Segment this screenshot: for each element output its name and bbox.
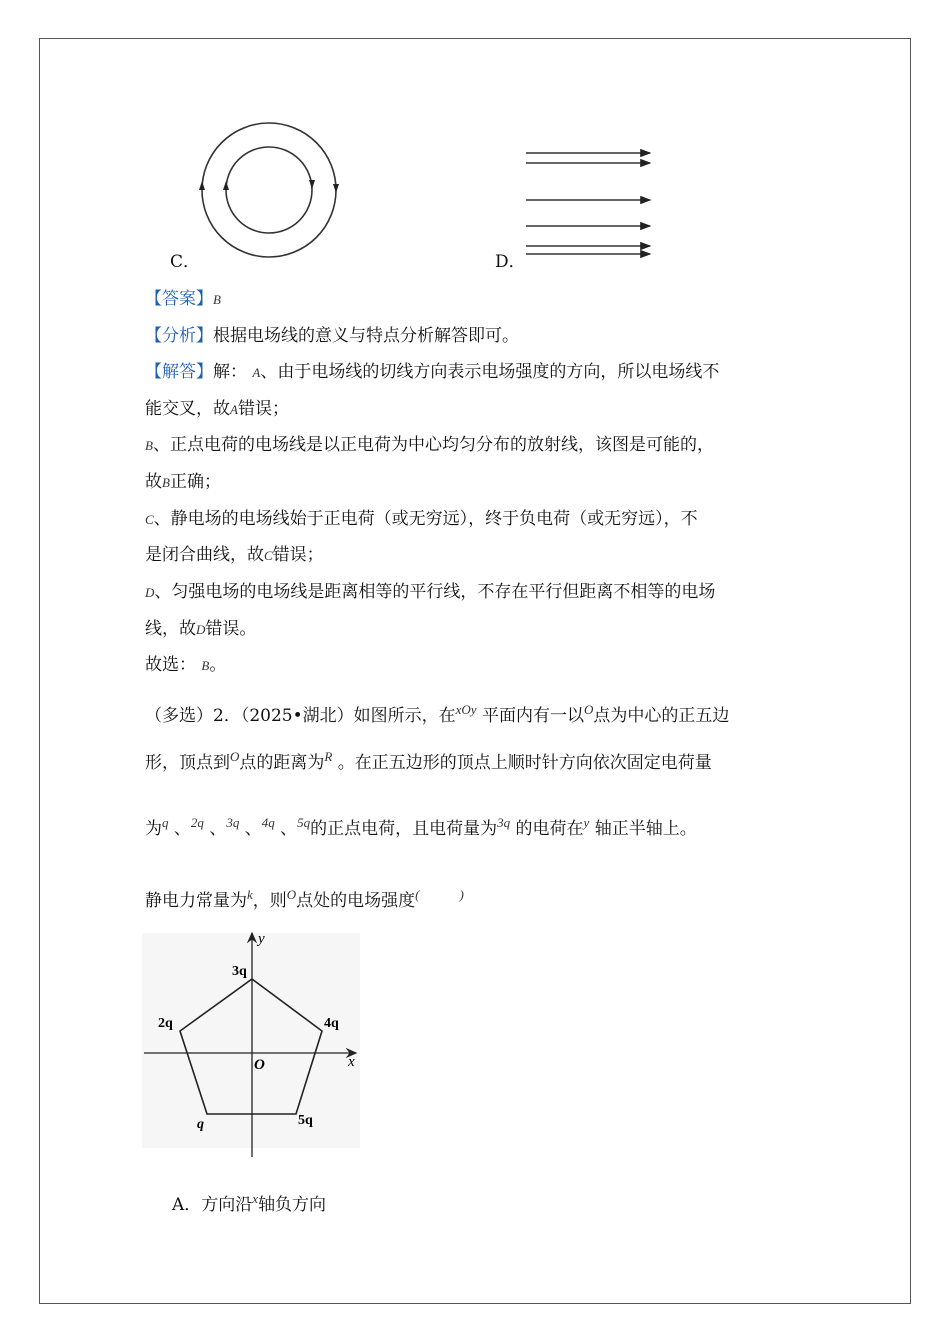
- solution-b-text: 、正点电荷的电场线是以正电荷为中心均匀分布的放射线，该图是可能的，: [152, 435, 714, 455]
- option-c-label: C．: [170, 252, 201, 272]
- question-2-line-2: [145, 749, 712, 775]
- plane-xoy: xOy: [455, 702, 477, 717]
- charge-4q: 4q: [261, 815, 275, 830]
- question-2-line-3: [145, 815, 697, 841]
- vertex-right-charge: 4q: [324, 1016, 339, 1031]
- solution-intro: 解：: [213, 362, 247, 382]
- letter-d: D: [196, 622, 206, 637]
- question-2-text: 为: [145, 819, 162, 839]
- y-axis-label: y: [258, 931, 265, 947]
- separator: 、: [173, 819, 191, 839]
- solution-line-4: [145, 471, 221, 494]
- point-o: O: [230, 749, 240, 764]
- inner-right-arrowhead: [309, 180, 315, 189]
- solution-c-verdict: 错误；: [272, 545, 324, 565]
- letter-a: A: [252, 365, 261, 380]
- figure-d-parallel-lines: [520, 145, 660, 265]
- question-2-text: 的电荷在: [515, 819, 584, 839]
- question-2-text: 。在正五边形的顶点上顺时针方向依次固定电荷量: [337, 753, 712, 773]
- analysis-text: 根据电场线的意义与特点分析解答即可。: [213, 326, 519, 346]
- separator: 、: [209, 819, 227, 839]
- point-o: O: [583, 702, 594, 717]
- solution-line-5: [145, 508, 698, 531]
- vertex-bottom-right-charge: 5q: [298, 1113, 313, 1128]
- question-2-text: 平面内有一以: [481, 706, 584, 726]
- solution-a-verdict: 错误；: [237, 399, 289, 419]
- solution-line-6: [145, 544, 324, 567]
- choice-prefix: 故选：: [145, 655, 196, 675]
- solution-choice: [145, 654, 226, 677]
- charge-5q: 5q: [297, 815, 311, 830]
- solution-tag: 【解答】: [145, 362, 213, 382]
- charge-3q: 3q: [226, 815, 240, 830]
- letter-c: C: [264, 548, 273, 563]
- letter-c: C: [145, 512, 154, 527]
- question-2-line-4: [145, 887, 464, 913]
- question-2-text: 点处的电场强度: [296, 891, 416, 911]
- option-d-label: D．: [495, 252, 526, 272]
- option-a-text: 轴负方向: [258, 1195, 327, 1215]
- answer-value: B: [213, 292, 221, 307]
- constant-k: k: [247, 887, 253, 902]
- origin-label: O: [254, 1057, 265, 1073]
- outer-left-arrowhead: [199, 181, 205, 190]
- charge-3q: 3q: [497, 815, 511, 830]
- radius-r: R: [324, 749, 333, 764]
- question-2-text: 形，顶点到: [145, 753, 230, 773]
- letter-b: B: [162, 475, 170, 490]
- solution-a-text: 、由于电场线的切线方向表示电场强度的方向，所以电场线不: [260, 362, 720, 382]
- solution-line-8: [145, 618, 256, 641]
- answer-tag: 【答案】: [145, 289, 213, 309]
- solution-d-verdict: 错误。: [205, 619, 257, 639]
- letter-d: D: [145, 585, 155, 600]
- charge-q: q: [162, 815, 169, 830]
- solution-line-3: [145, 434, 714, 457]
- solution-d-text: 、匀强电场的电场线是距离相等的平行线，不存在平行但距离不相等的电场: [154, 582, 716, 602]
- solution-b-verdict: 正确；: [169, 472, 221, 492]
- solution-a-text-2: 能交叉，故: [145, 399, 230, 419]
- x-axis-label: x: [348, 1054, 355, 1070]
- question-2-text: ，则: [252, 891, 287, 911]
- option-a-label: A．方向沿: [172, 1195, 253, 1215]
- solution-d-text-2: 线，故: [145, 619, 196, 639]
- solution-line-2: [145, 398, 289, 421]
- axis-y: y: [583, 815, 590, 830]
- blank-paren-open: (: [415, 887, 420, 902]
- question-2-line-1: [145, 702, 730, 728]
- inner-left-arrowhead: [223, 181, 229, 190]
- separator: 、: [280, 819, 298, 839]
- letter-a: A: [230, 402, 238, 417]
- question-2-text: 的正点电荷，且电荷量为: [310, 819, 498, 839]
- letter-b: B: [145, 438, 153, 453]
- question-2-text: 轴正半轴上。: [594, 819, 697, 839]
- analysis-tag: 【分析】: [145, 326, 213, 346]
- separator: 、: [244, 819, 262, 839]
- inner-field-circle: [226, 147, 312, 233]
- analysis-line: [145, 325, 519, 347]
- pentagon-charge-figure: [140, 925, 370, 1165]
- solution-b-text-2: 故: [145, 472, 162, 492]
- point-o: O: [286, 887, 297, 902]
- figure-c-concentric-circles: [195, 118, 345, 268]
- vertex-bottom-left-charge: q: [197, 1117, 204, 1132]
- option-a-line: [172, 1191, 327, 1217]
- question-2-text: 点的距离为: [239, 753, 325, 773]
- question-2-text: 静电力常量为: [145, 891, 247, 911]
- axis-x: x: [252, 1191, 259, 1206]
- charge-2q: 2q: [190, 815, 204, 830]
- outer-right-arrowhead: [333, 184, 339, 193]
- solution-line-1: [145, 361, 719, 384]
- solution-c-text: 、静电场的电场线始于正电荷（或无穷远），终于负电荷（或无穷远），不: [153, 509, 698, 529]
- question-2-text: 点为中心的正五边: [593, 706, 730, 726]
- answer-line: [145, 288, 221, 311]
- question-2-intro: （多选）2．（2025•湖北）如图所示，在: [145, 706, 456, 726]
- choice-letter: B: [201, 658, 210, 673]
- vertex-left-charge: 2q: [158, 1016, 173, 1031]
- choice-suffix: 。: [209, 655, 227, 675]
- outer-field-circle: [202, 123, 336, 257]
- solution-c-text-2: 是闭合曲线，故: [145, 545, 264, 565]
- blank-paren-close: ): [459, 887, 464, 902]
- solution-line-7: [145, 581, 715, 604]
- vertex-top-charge: 3q: [232, 964, 247, 979]
- figure-background: [142, 933, 360, 1148]
